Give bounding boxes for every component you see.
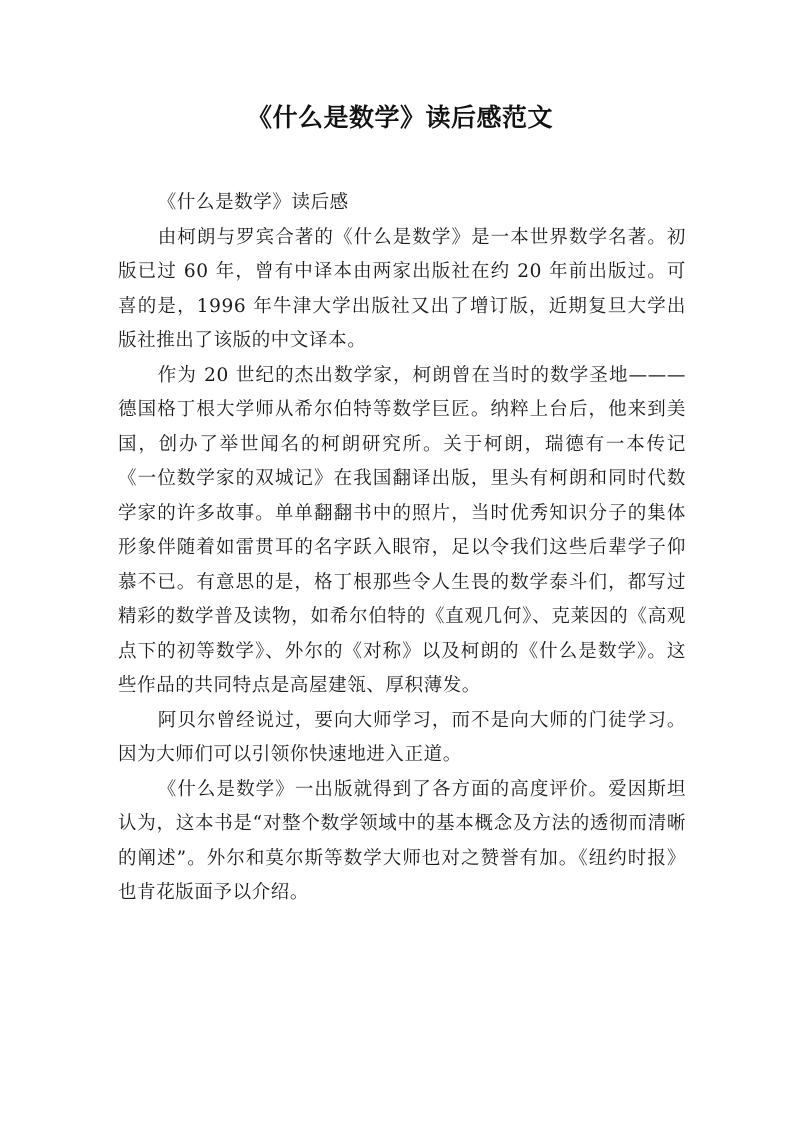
courant-paragraph: 作为 20 世纪的杰出数学家，柯朗曾在当时的数学圣地———德国格丁根大学师从希尔伯特等数学巨匠。纳粹上台后，他来到美国，创办了举世闻名的柯朗研究所。关于柯朗，瑞德有一本传记《一位数学家的双城记》在我国翻译出版，里头有柯朗和同时代数学家的许多故事。单单翻翻书中的照片，当时优秀知识分子的集体形象伴随着如雷贯耳的名字跃入眼帘，足以令我们这些后辈学子仰慕不已。有意思的是，格丁根那些令人生畏的数学泰斗们，都写过精彩的数学普及读物，如希尔伯特的《直观几何》、克莱因的《高观点下的初等数学》、外尔的《对称》以及柯朗的《什么是数学》。这些作品的共同特点是高屋建瓴、厚积薄发。 xyxy=(118,364,686,696)
document-body xyxy=(118,186,686,911)
intro-paragraph: 由柯朗与罗宾合著的《什么是数学》是一本世界数学名著。初版已过 60 年，曾有中译本由两家出版社在约 20 年前出版过。可喜的是，1996 年牛津大学出版社又出了增订版，近期复旦大学出版社推出了该版的中文译本。 xyxy=(118,226,686,351)
abel-paragraph: 阿贝尔曾经说过，要向大师学习，而不是向大师的门徒学习。因为大师们可以引领你快速地进入正道。 xyxy=(118,709,686,765)
subtitle-paragraph: 《什么是数学》读后感 xyxy=(157,192,349,213)
document-title: 《什么是数学》读后感范文 xyxy=(246,103,553,132)
reception-paragraph: 《什么是数学》一出版就得到了各方面的高度评价。爱因斯坦认为，这本书是“对整个数学领域中的基本概念及方法的透彻而清晰的阐述”。外尔和莫尔斯等数学大师也对之赞誉有加。《纽约时报》也肯花版面予以介绍。 xyxy=(118,778,686,903)
